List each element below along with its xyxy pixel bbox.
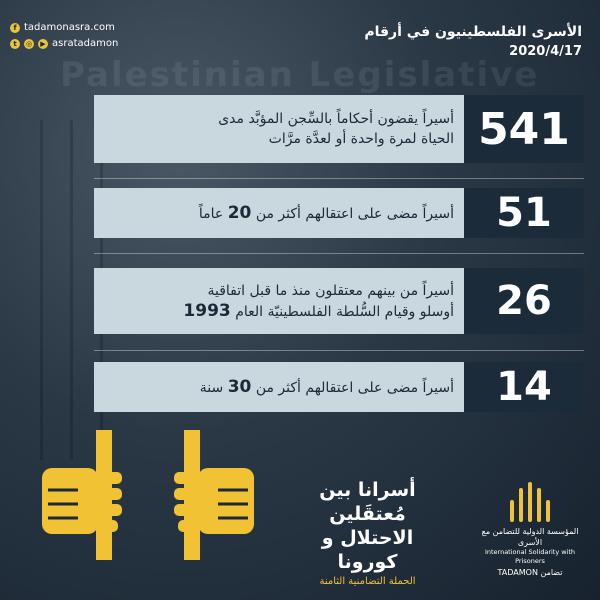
stat-highlight: 20: [227, 202, 252, 223]
background-sign: Palestinian Legislative: [60, 55, 540, 95]
background-bar: [70, 120, 73, 460]
stat-number: 14: [464, 362, 584, 412]
stat-highlight: 30: [227, 376, 252, 397]
logo-bars-icon: [470, 482, 590, 522]
stat-card: [94, 268, 584, 334]
divider: [94, 253, 584, 254]
stat-text: [94, 362, 464, 412]
stat-number: 26: [464, 268, 584, 334]
stat-highlight: 1993: [183, 300, 231, 321]
stat-prefix: أسيراً مضى على اعتقالهم أكثر من: [255, 379, 454, 396]
divider: [94, 350, 584, 351]
left-fist-icon: [38, 430, 134, 560]
stat-number: 541: [464, 95, 584, 163]
divider: [94, 178, 584, 179]
stat-line: أسيراً من بينهم معتقلون منذ ما قبل اتفاقية: [207, 282, 454, 299]
stat-number: 51: [464, 188, 584, 238]
stat-text: [94, 268, 464, 334]
campaign-line: أسرانا بين مُعتقَلين: [319, 479, 416, 525]
right-fist-icon: [162, 430, 258, 560]
logo-short-en: TADAMON: [497, 568, 538, 577]
stat-card: [94, 188, 584, 238]
stat-suffix: عاماً: [198, 205, 224, 222]
youtube-icon: ▶: [38, 39, 48, 49]
page-date: 2020/4/17: [509, 44, 582, 59]
stat-line: [104, 377, 454, 398]
handle-text: asratadamon: [52, 38, 119, 49]
campaign-slogan: [290, 478, 445, 590]
organization-logo: [470, 482, 590, 577]
website-text: tadamonasra.com: [24, 22, 115, 33]
stat-text: [94, 188, 464, 238]
page-title: الأسرى الفلسطينيون في أرقام: [364, 24, 582, 40]
campaign-line: الاحتلال و كورونا: [321, 527, 414, 573]
stat-line: الحياة لمرة واحدة أو لعدَّة مرَّات: [268, 131, 454, 147]
stat-card: [94, 95, 584, 163]
logo-english-name: International Solidarity with Prisoners: [484, 548, 576, 565]
social-handle[interactable]: [10, 38, 118, 49]
stat-prefix: أسيراً مضى على اعتقالهم أكثر من: [255, 205, 454, 222]
stat-text: [94, 95, 464, 163]
stat-prefix: أوسلو وقيام السُّلطة الفلسطينيّة العام: [235, 303, 454, 320]
stat-line: [104, 203, 454, 224]
stat-line: [104, 301, 454, 322]
stat-card: [94, 362, 584, 412]
website-link[interactable]: [10, 22, 115, 33]
logo-short-ar: تضامن: [540, 568, 563, 577]
campaign-subtitle: الحملة التضامنية الثامنة: [319, 576, 416, 587]
instagram-icon: ◎: [25, 39, 33, 48]
logo-short-name: [470, 568, 590, 577]
twitter-icon: t: [10, 39, 20, 49]
stat-suffix: سنة: [199, 379, 224, 396]
facebook-icon: f: [10, 23, 20, 33]
background-bar: [40, 120, 43, 460]
stat-line: أسيراً يقضون أحكاماً بالسِّجن المؤبَّد مدى: [218, 111, 454, 127]
logo-arabic-name: المؤسسة الدولية للتضامن مع الأسرى: [481, 527, 579, 547]
